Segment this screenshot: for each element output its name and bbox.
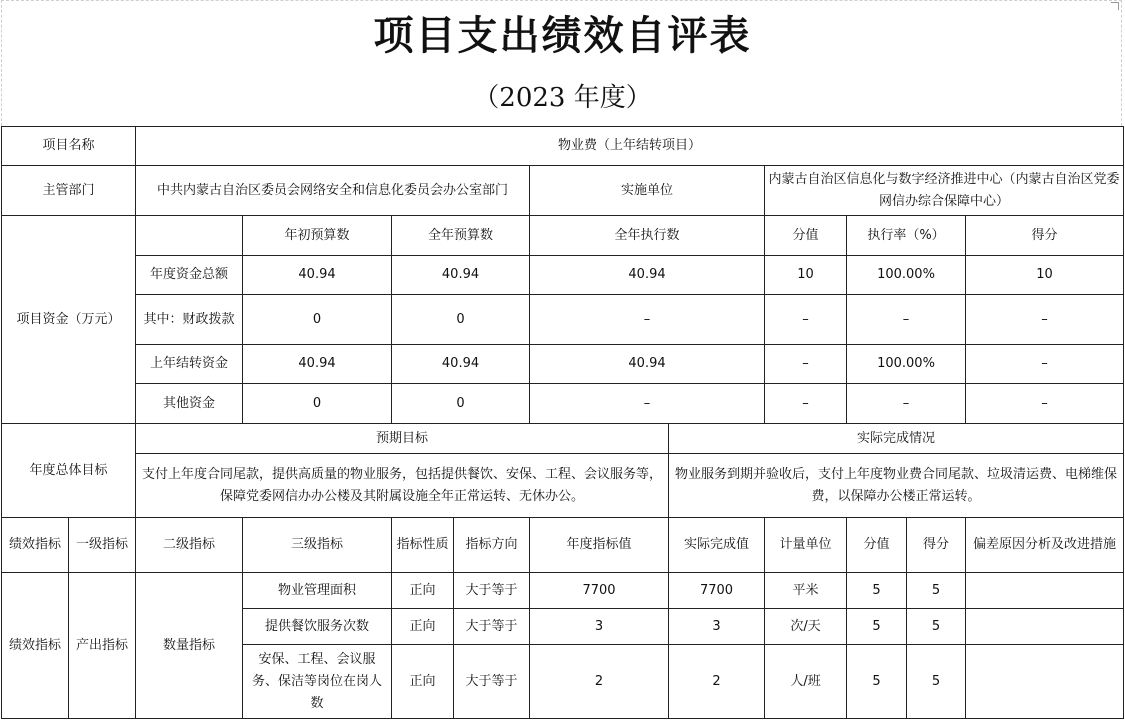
impl-unit-label: 实施单位 bbox=[530, 166, 765, 216]
goals-expected-header: 预期目标 bbox=[136, 424, 669, 454]
funds-cell: 40.94 bbox=[530, 256, 765, 295]
perf-row-nature: 正向 bbox=[392, 573, 454, 609]
impl-unit-value: 内蒙古自治区信息化与数字经济推进中心（内蒙古自治区党委网信办综合保障中心） bbox=[765, 166, 1124, 216]
perf-row-direction: 大于等于 bbox=[454, 609, 530, 645]
funds-cell: 40.94 bbox=[392, 345, 530, 384]
perf-level2-label: 数量指标 bbox=[136, 573, 243, 719]
perf-header-level1: 一级指标 bbox=[69, 518, 136, 573]
perf-row-actual: 7700 bbox=[669, 573, 765, 609]
funds-cell: 10 bbox=[765, 256, 847, 295]
funds-cell: 0 bbox=[243, 295, 392, 345]
perf-header-deviation: 偏差原因分析及改进措施 bbox=[966, 518, 1124, 573]
perf-header-score-value: 分值 bbox=[847, 518, 907, 573]
funds-cell: – bbox=[765, 345, 847, 384]
funds-label: 项目资金（万元） bbox=[2, 216, 136, 424]
perf-row-deviation bbox=[966, 609, 1124, 645]
page-subtitle: （2023 年度） bbox=[473, 83, 652, 113]
perf-level1-label: 产出指标 bbox=[69, 573, 136, 719]
funds-cell: – bbox=[966, 295, 1124, 345]
perf-row-target: 7700 bbox=[530, 573, 669, 609]
perf-row-target: 3 bbox=[530, 609, 669, 645]
funds-header-annual-budget: 全年预算数 bbox=[392, 216, 530, 256]
perf-header-unit: 计量单位 bbox=[765, 518, 847, 573]
perf-row-score: 5 bbox=[907, 645, 966, 719]
project-name-label: 项目名称 bbox=[2, 127, 136, 166]
funds-cell: 0 bbox=[392, 384, 530, 424]
funds-cell: 40.94 bbox=[243, 345, 392, 384]
funds-cell: 100.00% bbox=[847, 345, 966, 384]
perf-row-score: 5 bbox=[907, 609, 966, 645]
perf-group-label: 绩效指标 bbox=[2, 573, 69, 719]
goals-actual-text: 物业服务到期并验收后，支付上年度物业费合同尾款、垃圾清运费、电梯维保费，以保障办公楼正常运转。 bbox=[669, 454, 1124, 518]
funds-header-exec-rate: 执行率（%） bbox=[847, 216, 966, 256]
perf-row-nature: 正向 bbox=[392, 645, 454, 719]
funds-cell: – bbox=[966, 384, 1124, 424]
perf-row-target: 2 bbox=[530, 645, 669, 719]
funds-cell: 100.00% bbox=[847, 256, 966, 295]
perf-header-indicator: 绩效指标 bbox=[2, 518, 69, 573]
goals-actual-header: 实际完成情况 bbox=[669, 424, 1124, 454]
perf-row-score-value: 5 bbox=[847, 573, 907, 609]
perf-row-name: 提供餐饮服务次数 bbox=[243, 609, 392, 645]
funds-row-name: 其他资金 bbox=[136, 384, 243, 424]
funds-row-name: 其中：财政拨款 bbox=[136, 295, 243, 345]
dept-value: 中共内蒙古自治区委员会网络安全和信息化委员会办公室部门 bbox=[136, 166, 530, 216]
funds-cell: – bbox=[966, 345, 1124, 384]
perf-row-score-value: 5 bbox=[847, 609, 907, 645]
funds-header-executed: 全年执行数 bbox=[530, 216, 765, 256]
funds-cell: – bbox=[530, 295, 765, 345]
perf-header-level3: 三级指标 bbox=[243, 518, 392, 573]
perf-row-direction: 大于等于 bbox=[454, 645, 530, 719]
perf-row-actual: 2 bbox=[669, 645, 765, 719]
funds-cell: 10 bbox=[966, 256, 1124, 295]
perf-row-deviation bbox=[966, 645, 1124, 719]
perf-row-actual: 3 bbox=[669, 609, 765, 645]
perf-row-unit: 次/天 bbox=[765, 609, 847, 645]
perf-row-unit: 人/班 bbox=[765, 645, 847, 719]
funds-header-initial-budget: 年初预算数 bbox=[243, 216, 392, 256]
perf-header-actual: 实际完成值 bbox=[669, 518, 765, 573]
funds-cell: 40.94 bbox=[243, 256, 392, 295]
funds-header-score: 得分 bbox=[966, 216, 1124, 256]
perf-header-level2: 二级指标 bbox=[136, 518, 243, 573]
perf-row-nature: 正向 bbox=[392, 609, 454, 645]
funds-cell: – bbox=[765, 384, 847, 424]
perf-row-direction: 大于等于 bbox=[454, 573, 530, 609]
funds-row-name: 上年结转资金 bbox=[136, 345, 243, 384]
perf-header-score: 得分 bbox=[907, 518, 966, 573]
funds-cell: – bbox=[530, 384, 765, 424]
funds-cell: – bbox=[847, 384, 966, 424]
page-title: 项目支出绩效自评表 bbox=[373, 12, 752, 59]
goals-label: 年度总体目标 bbox=[2, 424, 136, 518]
perf-row-name: 安保、工程、会议服务、保洁等岗位在岗人数 bbox=[243, 645, 392, 719]
funds-cell: – bbox=[847, 295, 966, 345]
goals-expected-text: 支付上年度合同尾款，提供高质量的物业服务，包括提供餐饮、安保、工程、会议服务等，保障党委网信办办公楼及其附属设施全年正常运转、无休办公。 bbox=[136, 454, 669, 518]
perf-row-unit: 平米 bbox=[765, 573, 847, 609]
perf-header-target: 年度指标值 bbox=[530, 518, 669, 573]
project-name-value: 物业费（上年结转项目） bbox=[136, 127, 1124, 166]
perf-row-name: 物业管理面积 bbox=[243, 573, 392, 609]
perf-header-nature: 指标性质 bbox=[392, 518, 454, 573]
funds-cell: 40.94 bbox=[392, 256, 530, 295]
funds-cell: 40.94 bbox=[530, 345, 765, 384]
perf-row-score-value: 5 bbox=[847, 645, 907, 719]
self-evaluation-table bbox=[1, 126, 1124, 719]
perf-row-score: 5 bbox=[907, 573, 966, 609]
funds-cell: – bbox=[765, 295, 847, 345]
dept-label: 主管部门 bbox=[2, 166, 136, 216]
funds-cell: 0 bbox=[392, 295, 530, 345]
perf-header-direction: 指标方向 bbox=[454, 518, 530, 573]
funds-header-score-value: 分值 bbox=[765, 216, 847, 256]
funds-row-name: 年度资金总额 bbox=[136, 256, 243, 295]
funds-header-blank bbox=[136, 216, 243, 256]
funds-cell: 0 bbox=[243, 384, 392, 424]
perf-row-deviation bbox=[966, 573, 1124, 609]
